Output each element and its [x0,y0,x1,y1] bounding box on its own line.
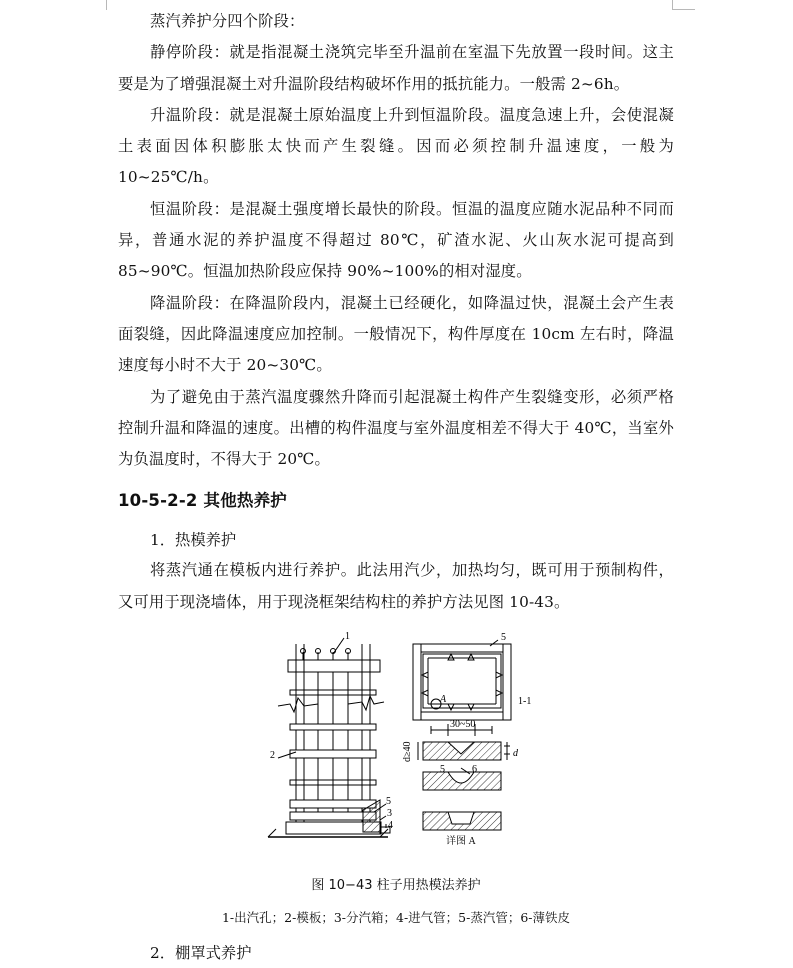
figure-caption: 图 10−43 柱子用热模法养护 [311,878,481,894]
list-item-hot-mold: 1．热模养护 [150,531,237,550]
figure-legend: 1-出汽孔；2-模板；3-分汽箱；4-进气管；5-蒸汽管；6-薄铁皮 [221,910,571,926]
paragraph-hot-mold: 将蒸汽通在模板内进行养护。此法用汽少，加热均匀，既可用于预制构件，又可用于现浇墙体，用于现浇框架结构柱的养护方法见图 10-43。 [118,561,674,611]
figure-label-dimension: 30~50 [450,719,476,731]
detail-a-drawing [418,742,510,830]
figure-label-1: 1 [345,632,350,643]
figure-label-6: 6 [472,764,477,776]
list-item-shed-cover: 2．棚罩式养护 [150,944,252,963]
figure-label-5-detail: 5 [440,764,445,776]
figure-drawing [118,632,674,877]
figure-label-a: A [440,694,447,706]
paragraph-heating-stage: 升温阶段：就是混凝土原始温度上升到恒温阶段。温度急速上升，会使混凝土表面因体积膨胀太快而产生裂缝。因而必须控制升温速度，一般为 10~25℃/h。 [118,105,674,187]
section-heading: 10-5-2-2 其他热养护 [118,491,287,511]
paragraph-constant-stage: 恒温阶段：是混凝土强度增长最快的阶段。恒温的温度应随水泥品种不同而异，普通水泥的养护温度不得超过 80℃，矿渣水泥、火山灰水泥可提高到 85~90℃。恒温加热阶段应保持 90%~100%的相对湿度。 [118,199,674,281]
figure-label-2: 2 [270,750,275,762]
figure-label-detail-a: 详图 A [446,836,476,848]
figure-label-d: d [513,748,518,760]
paragraph-steam-stages-intro: 蒸汽养护分四个阶段： [150,12,305,30]
page-corner-mark-right-horizontal [673,9,695,10]
figure-label-3: 3 [387,808,392,820]
figure-10-43 [118,632,674,877]
figure-label-4: 4 [388,820,393,832]
document-page [118,6,674,968]
figure-label-5-section: 5 [501,632,506,644]
paragraph-cooling-stage: 降温阶段：在降温阶段内，混凝土已经硬化，如降温过快，混凝土会产生表面裂缝，因此降温速度应加控制。一般情况下，构件厚度在 10cm 左右时，降温速度每小时不大于 20~30℃。 [118,293,674,375]
figure-label-d40: d≥40 [402,741,413,763]
paragraph-static-stage: 静停阶段：就是指混凝土浇筑完毕至升温前在室温下先放置一段时间。这主要是为了增强混凝土对升温阶段结构破坏作用的抵抗能力。一般需 2~6h。 [118,43,674,93]
column-elevation-drawing [268,638,390,837]
figure-label-section-1-1: 1-1 [518,696,532,708]
paragraph-control-speed: 为了避免由于蒸汽温度骤然升降而引起混凝土构件产生裂缝变形，必须严格控制升温和降温的速度。出槽的构件温度与室外温度相差不得大于 40℃，当室外为负温度时，不得大于 20℃。 [118,387,674,469]
page-corner-mark-left [96,0,107,10]
figure-label-5: 5 [386,796,391,808]
